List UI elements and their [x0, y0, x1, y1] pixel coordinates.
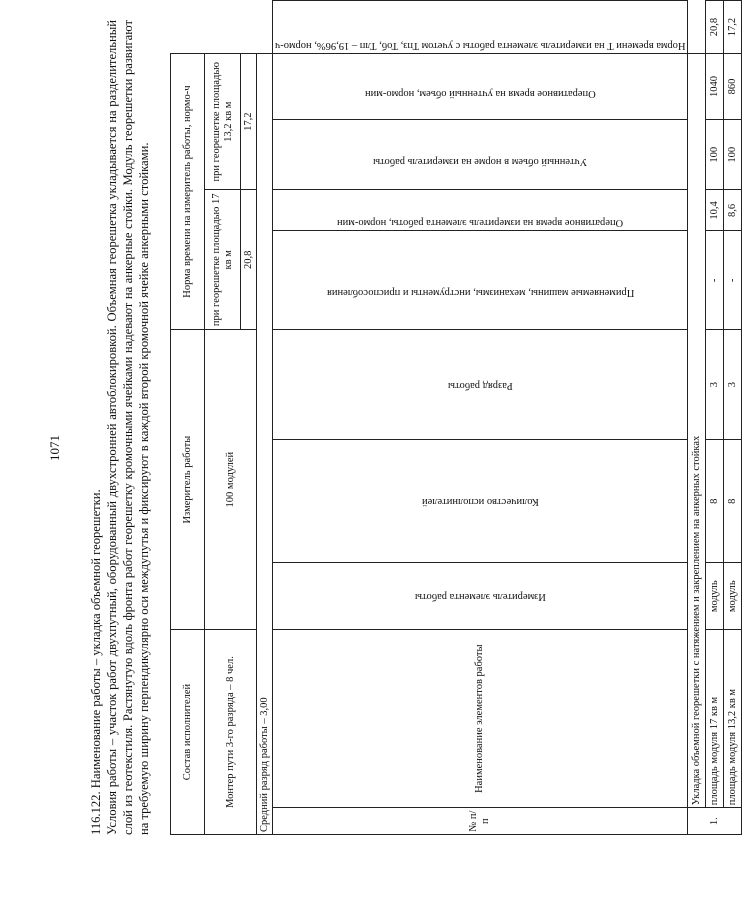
row-3-machines: -	[724, 231, 742, 330]
row-1-name: Укладка объемной георешетки с натяжением и закреплением на анкерных стойках	[688, 54, 706, 808]
row-2-volume: 100	[706, 120, 724, 190]
table-row	[724, 1, 742, 835]
header-norm: Норма времени на измеритель работы, нормо-ч	[171, 54, 205, 330]
row-3-grade: 3	[724, 330, 742, 440]
row-3-norm-time: 17,2	[724, 1, 742, 54]
row-3-op-total: 860	[724, 54, 742, 120]
norm-17-value: 20,8	[241, 190, 257, 330]
row-3-workers: 8	[724, 440, 742, 563]
header-col-norm-time: Норма времени Т на измеритель элемента работы с учетом Тпз, Тоб, Тлп – 19,96%, нормо-ч	[273, 1, 688, 54]
header-col-op-total: Оперативное время на учтенный объем, нормо-мин	[273, 54, 688, 120]
row-3-op-time: 8,6	[724, 190, 742, 231]
row-3-name: площадь модуля 13,2 кв м	[724, 630, 742, 808]
header-area-13: при георешетке площадью 13,2 кв м	[205, 54, 241, 190]
header-staff: Состав исполнителей	[171, 630, 205, 835]
row-2-grade: 3	[706, 330, 724, 440]
section-title: 116.122. Наименование работы – укладка объемной георешетки.	[89, 489, 103, 835]
header-area-17: при георешетке площадью 17 кв м	[205, 190, 241, 330]
header-unit: Измеритель работы	[171, 330, 205, 630]
row-2-measure: модуль	[706, 563, 724, 630]
row-2-norm-time: 20,8	[706, 1, 724, 54]
header-col-workers: Количество исполнителей	[273, 440, 688, 563]
average-grade: Средний разряд работы – 3,00	[257, 54, 273, 835]
header-col-measure: Измеритель элемента работы	[273, 563, 688, 630]
row-2-op-time: 10,4	[706, 190, 724, 231]
header-col-volume: Учтенный объем в норме на измеритель работы	[273, 120, 688, 190]
row-2-workers: 8	[706, 440, 724, 563]
header-col-op-time: Оперативное время на измеритель элемента работы, нормо-мин	[273, 190, 688, 231]
row-3-volume: 100	[724, 120, 742, 190]
header-col-machines: Применяемые машины, механизмы, инструменты и приспособления	[273, 231, 688, 330]
work-conditions-paragraph: Условия работы – участок работ двухпутный, оборудованный двухстронней автоблокировкой. Объемная георешетка укладывается на разделительный слой из геотекстиля. Растянутую вдоль фронта работ георешетку кромочными ячейками надевают на анкерные стойки. Модуль георешетки развигают на требуемую ширину перпендикулярно оси междупутья и фиксируют в каждой второй кромочной ячейке анкерными стойками.	[105, 20, 152, 835]
page-number: 1071	[47, 435, 62, 461]
header-col-grade: Разряд работы	[273, 330, 688, 440]
staff-value: Монтер пути 3-го разряда – 8 чел.	[205, 630, 257, 835]
table-row	[706, 1, 724, 835]
row-3-measure: модуль	[724, 563, 742, 630]
row-2-name: площадь модуля 17 кв м	[706, 630, 724, 808]
row-2-machines: -	[706, 231, 724, 330]
unit-value: 100 модулей	[205, 330, 257, 630]
norm-13-value: 17,2	[241, 54, 257, 190]
time-norm-table	[170, 0, 742, 835]
header-col-no: № п/п	[273, 808, 688, 835]
header-col-name: Наименование элементов работы	[273, 630, 688, 808]
row-number: 1.	[688, 808, 742, 835]
row-2-op-total: 1040	[706, 54, 724, 120]
